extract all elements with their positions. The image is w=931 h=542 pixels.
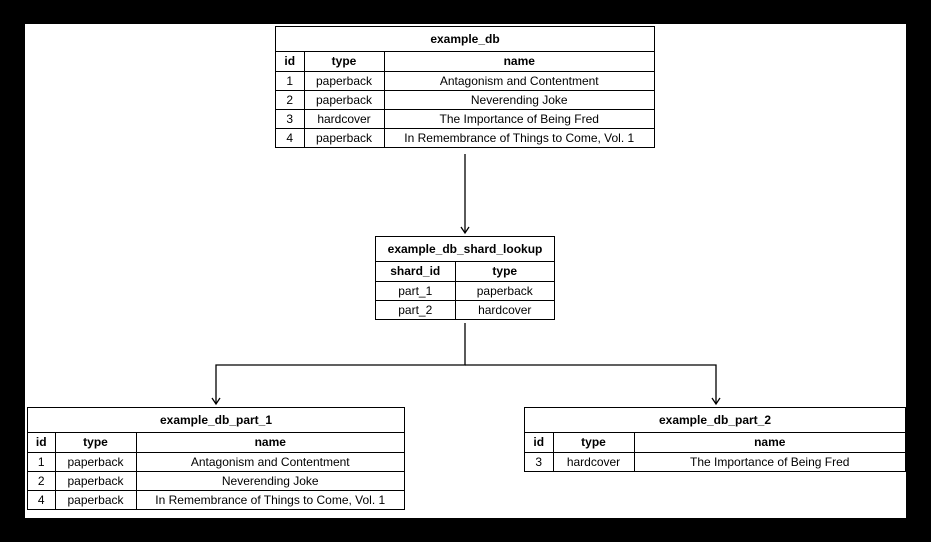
header-row [28,433,404,452]
table-row [276,128,654,147]
cell: paperback [304,71,384,90]
entity-table [525,433,905,471]
cell: 1 [28,452,55,471]
cell: 3 [276,109,304,128]
table-row [376,300,554,319]
entity-table [276,52,654,147]
cell: 2 [28,471,55,490]
table-row [376,281,554,300]
entity-title: example_db_part_1 [28,408,404,433]
cell: part_1 [376,281,455,300]
cell: 4 [276,128,304,147]
entity-table [28,433,404,509]
cell: paperback [455,281,554,300]
column-header: id [276,52,304,71]
cell: Neverending Joke [384,90,654,109]
cell: The Importance of Being Fred [634,452,905,471]
column-header: name [634,433,905,452]
header-row [525,433,905,452]
column-header: id [28,433,55,452]
cell: In Remembrance of Things to Come, Vol. 1 [136,490,404,509]
entity-example-db-part-1 [27,407,405,510]
column-header: id [525,433,553,452]
entity-example-db-shard-lookup [375,236,555,320]
cell: hardcover [455,300,554,319]
table-row [28,452,404,471]
cell: Antagonism and Contentment [384,71,654,90]
cell: paperback [304,90,384,109]
column-header: type [55,433,136,452]
column-header: type [553,433,634,452]
header-row [376,262,554,281]
cell: 1 [276,71,304,90]
cell: In Remembrance of Things to Come, Vol. 1 [384,128,654,147]
column-header: type [455,262,554,281]
entity-example-db-part-2 [524,407,906,472]
table-row [525,452,905,471]
cell: paperback [55,452,136,471]
entity-table [376,262,554,319]
table-row [276,90,654,109]
cell: part_2 [376,300,455,319]
cell: paperback [304,128,384,147]
entity-title: example_db_shard_lookup [376,237,554,262]
cell: The Importance of Being Fred [384,109,654,128]
table-row [276,109,654,128]
header-row [276,52,654,71]
cell: Antagonism and Contentment [136,452,404,471]
table-row [28,490,404,509]
cell: hardcover [304,109,384,128]
table-row [276,71,654,90]
cell: hardcover [553,452,634,471]
cell: paperback [55,471,136,490]
cell: paperback [55,490,136,509]
entity-title: example_db [276,27,654,52]
cell: Neverending Joke [136,471,404,490]
column-header: name [136,433,404,452]
column-header: type [304,52,384,71]
table-row [28,471,404,490]
column-header: name [384,52,654,71]
entity-title: example_db_part_2 [525,408,905,433]
cell: 2 [276,90,304,109]
cell: 3 [525,452,553,471]
cell: 4 [28,490,55,509]
column-header: shard_id [376,262,455,281]
entity-example-db [275,26,655,148]
